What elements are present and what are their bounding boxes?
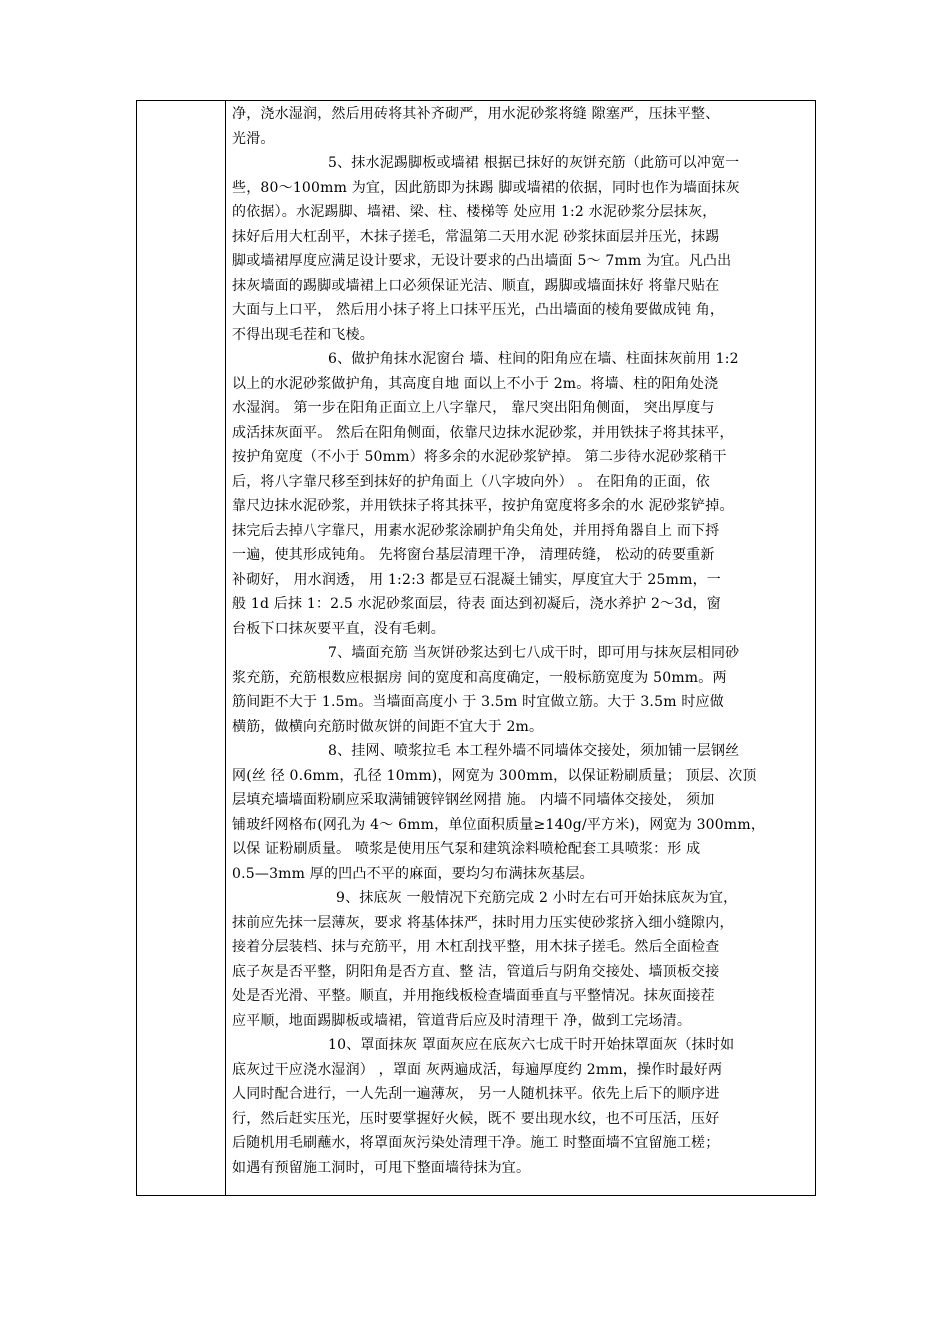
text-line: 横筋，做横向充筋时做灰饼的间距不宜大于 2m。 <box>232 718 544 735</box>
text-line: 抹前应先抹一层薄灰，要求 将基体抹严，抹时用力压实使砂浆挤入细小缝隙内， <box>232 914 734 931</box>
text-line: 脚或墙裙厚度应满足设计要求，无设计要求的凸出墙面 5～ 7mm 为宜。凡凸出 <box>232 253 732 269</box>
text-line: 按护角宽度（不小于 50mm）将多余的水泥砂浆铲掉。 第二步待水泥砂浆稍干 <box>232 449 727 465</box>
text-line: 靠尺边抹水泥砂浆，并用铁抹子将其抹平，按护角宽度将多余的水 泥砂浆铲掉。 <box>232 498 734 514</box>
text-line: 一遍，使其形成钝角。 先将窗台基层清理干净， 清理砖缝， 松动的砖要重新 <box>232 547 715 563</box>
text-line: 10、罩面抹灰 罩面灰应在底灰六七成干时开始抹罩面灰（抹时如 <box>328 1037 735 1053</box>
text-line: 筋间距不大于 1.5m。当墙面高度小 于 3.5m 时宜做立筋。大于 3.5m 时应做 <box>232 694 724 710</box>
text-line: 处是否光滑、平整。顺直，并用拖线板检查墙面垂直与平整情况。抹灰面接茬 <box>232 988 715 1004</box>
text-line: 大面与上口平， 然后用小抹子将上口抹平压光，凸出墙面的棱角要做成钝 角， <box>232 302 725 318</box>
text-line: 浆充筋，充筋根数应根据房 间的宽度和高度确定，一般标筋宽度为 50mm。两 <box>232 669 727 686</box>
text-line: 后随机用毛刷蘸水，将罩面灰污染处清理干净。施工 时整面墙不宜留施工槎； <box>232 1135 720 1151</box>
text-line: 5、抹水泥踢脚板或墙裙 根据已抹好的灰饼充筋（此筋可以冲宽一 <box>328 155 740 171</box>
text-line: 后，将八字靠尺移至到抹好的护角面上（八字坡向外） 。 在阳角的正面，依 <box>232 473 710 490</box>
text-line: 0.5—3mm 厚的凹凸不平的麻面，要均匀布满抹灰基层。 <box>232 865 594 882</box>
text-line: 水湿润。 第一步在阳角正面立上八字靠尺， 靠尺突出阳角侧面， 突出厚度与 <box>232 400 715 416</box>
text-line: 抹完后去掉八字靠尺，用素水泥砂浆涂刷护角尖角处，并用捋角器自上 而下捋 <box>232 522 720 539</box>
text-line: 光滑。 <box>232 130 275 147</box>
text-line: 抹灰墙面的踢脚或墙裙上口必须保证光洁、顺直，踢脚或墙面抹好 将靠尺贴在 <box>232 277 720 294</box>
text-line: 台板下口抹灰要平直，没有毛刺。 <box>232 620 445 637</box>
content-cell <box>226 101 815 1195</box>
text-line: 接着分层装档、抹与充筋平，用 木杠刮找平整，用木抹子搓毛。然后全面检查 <box>232 939 720 955</box>
text-line: 净，浇水湿润，然后用砖将其补齐砌严，用水泥砂浆将缝 隙塞严，压抹平整、 <box>232 106 720 122</box>
text-line: 7、墙面充筋 当灰饼砂浆达到七八成干时，即可用与抹灰层相同砂 <box>328 645 740 661</box>
text-line: 底子灰是否平整，阴阳角是否方直、整 洁，管道后与阴角交接处、墙顶板交接 <box>232 963 720 980</box>
text-line: 6、做护角抹水泥窗台 墙、柱间的阳角应在墙、柱面抹灰前用 1:2 <box>328 351 739 367</box>
label-column-cell <box>137 101 226 1195</box>
text-line: 抹好后用大杠刮平，木抹子搓毛，常温第二天用水泥 砂浆抹面层并压光，抹踢 <box>232 228 720 245</box>
content-table <box>136 100 816 1196</box>
text-line: 补砌好， 用水润透， 用 1:2:3 都是豆石混凝土铺实，厚度宜大于 25mm，一 <box>232 571 721 588</box>
text-line: 如遇有预留施工洞时，可甩下整面墙待抹为宜。 <box>232 1159 531 1176</box>
text-line: 铺玻纤网格布(网孔为 4～ 6mm，单位面积质量≥140g/平方米)，网宽为 300mm， <box>232 816 766 833</box>
text-line: 层填充墙墙面粉刷应采取满铺镀锌钢丝网措 施。 内墙不同墙体交接处， 须加 <box>232 792 715 808</box>
text-line: 网(丝 径 0.6mm，孔径 10mm)，网宽为 300mm，以保证粉刷质量； 顶层、次顶 <box>232 767 757 784</box>
text-line: 般 1d 后抹 1：2.5 水泥砂浆面层，待表 面达到初凝后，浇水养护 2～3d，窗 <box>232 596 721 612</box>
text-line: 些，80～100mm 为宜，因此筋即为抹踢 脚或墙裙的依据，同时也作为墙面抹灰 <box>232 179 740 196</box>
text-line: 应平顺，地面踢脚板或墙裙，管道背后应及时清理干 净，做到工完场清。 <box>232 1012 692 1029</box>
text-line: 以上的水泥砂浆做护角，其高度自地 面以上不小于 2m。将墙、柱的阳角处浇 <box>232 375 719 392</box>
text-line: 9、抹底灰 一般情况下充筋完成 2 小时左右可开始抹底灰为宜， <box>336 890 738 906</box>
text-line: 成活抹灰面平。 然后在阳角侧面，依靠尺边抹水泥砂浆，并用铁抹子将其抹平， <box>232 424 734 441</box>
text-line: 8、挂网、喷浆拉毛 本工程外墙不同墙体交接处，须加铺一层钢丝 <box>328 743 740 759</box>
text-line: 人同时配合进行，一人先刮一遍薄灰， 另一人随机抹平。依先上后下的顺序进 <box>232 1086 720 1102</box>
text-line: 以保 证粉刷质量。 喷浆是使用压气泵和建筑涂料喷枪配套工具喷浆：形 成 <box>232 841 701 857</box>
text-line: 的依据）。水泥踢脚、墙裙、梁、柱、楼梯等 处应用 1:2 水泥砂浆分层抹灰， <box>232 204 717 220</box>
text-line: 不得出现毛茬和飞棱。 <box>232 326 374 343</box>
text-line: 行，然后赶实压光，压时要掌握好火候，既不 要出现水纹，也不可压活，压好 <box>232 1110 720 1127</box>
text-line: 底灰过干应浇水湿润） ，罩面 灰两遍成活，每遍厚度约 2mm，操作时最好两 <box>232 1061 723 1078</box>
